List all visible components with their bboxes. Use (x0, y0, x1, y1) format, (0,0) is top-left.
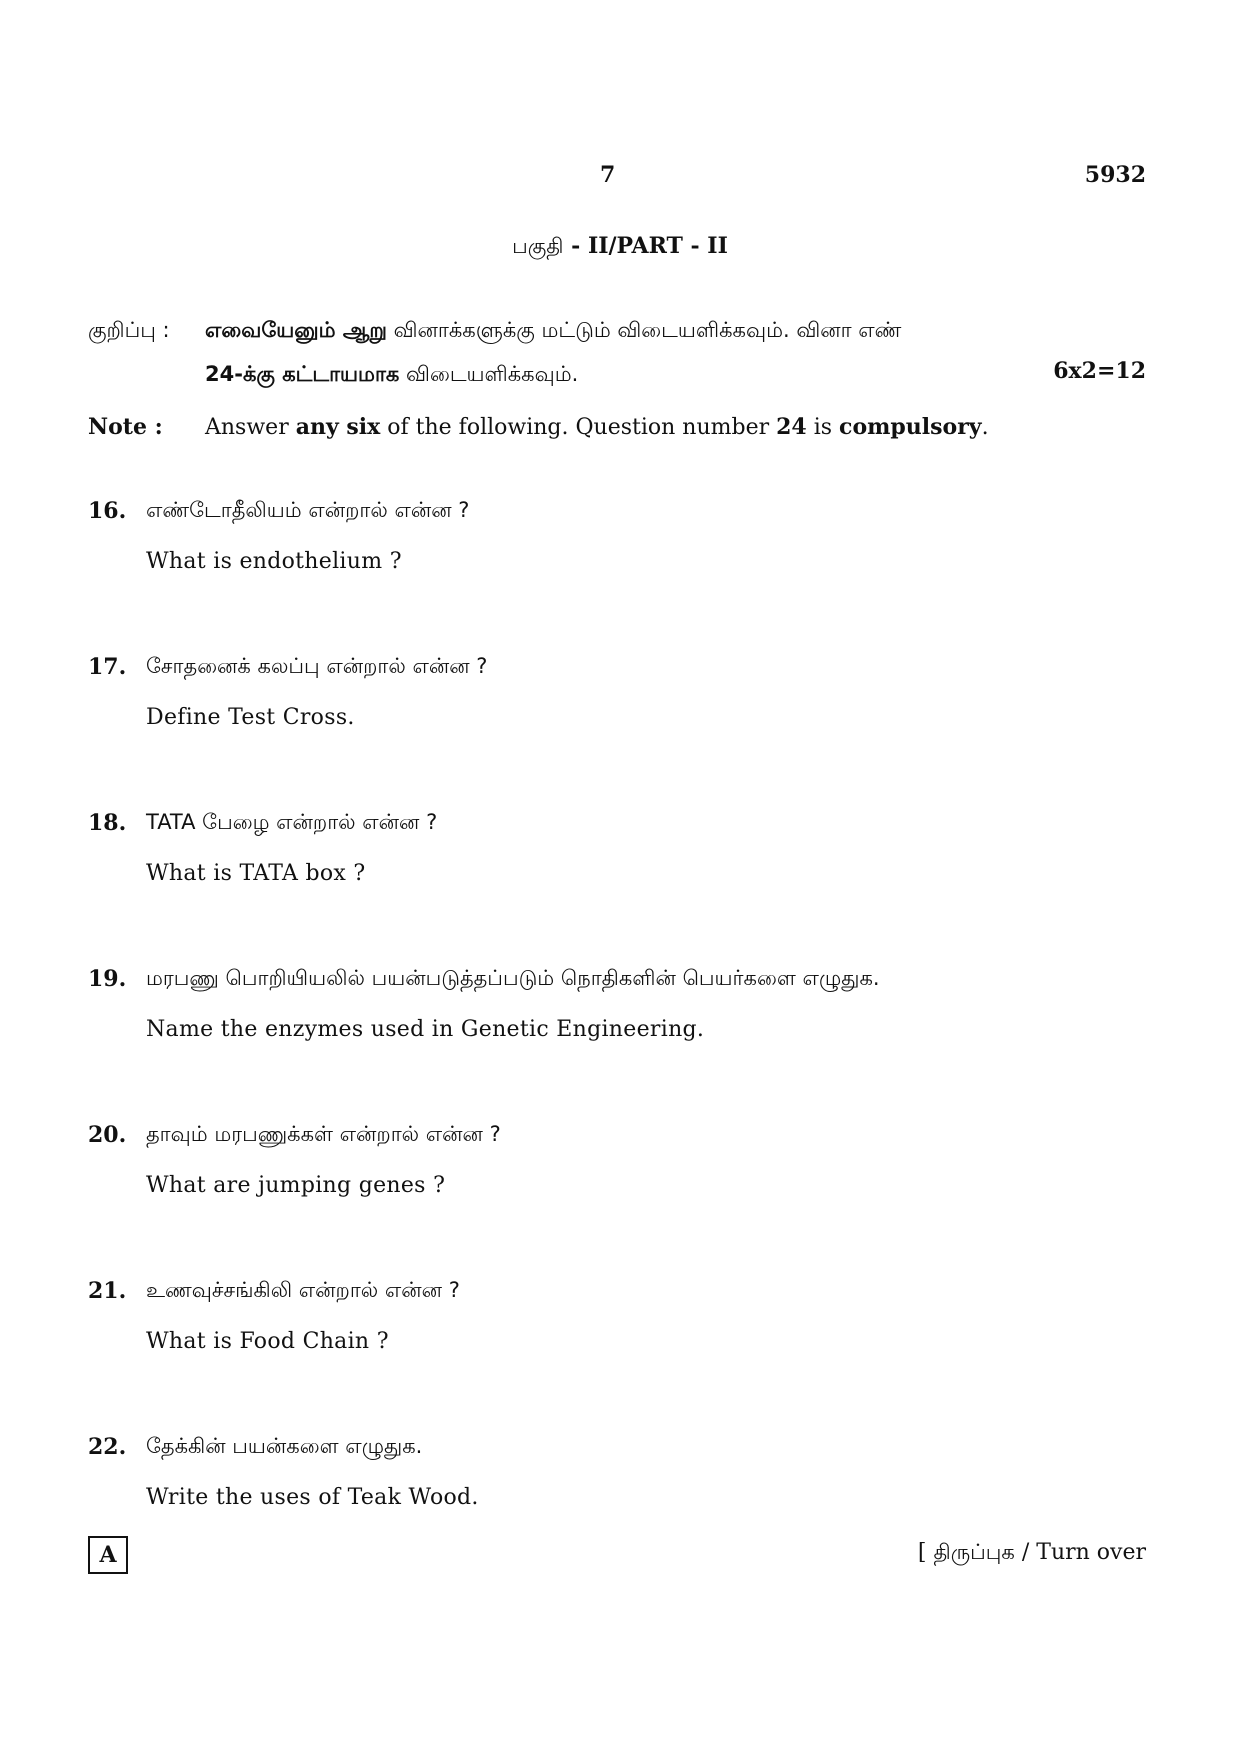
question-english: What is Food Chain ? (146, 1329, 389, 1354)
note-t2: of the following. Question number (380, 415, 777, 440)
question-tamil: TATA பேழை என்றால் என்ன ? (146, 810, 438, 834)
turn-over-open: [ (917, 1540, 934, 1565)
question-tamil: எண்டோதீலியம் என்றால் என்ன ? (146, 498, 470, 522)
kurippu-line1 (205, 318, 901, 345)
question-number: 19. (88, 966, 127, 992)
kurippu-line1-rest: வினாக்களுக்கு மட்டும் விடையளிக்கவும். வினா எண் (386, 318, 902, 342)
question-number: 16. (88, 498, 127, 524)
note-b1: any six (295, 414, 381, 440)
question-english: What are jumping genes ? (146, 1173, 446, 1198)
turn-over-sep: / (1014, 1540, 1037, 1565)
series-code-box: A (88, 1536, 128, 1574)
question-english: Write the uses of Teak Wood. (146, 1485, 479, 1510)
question-english: What is endothelium ? (146, 549, 402, 574)
kurippu-line2-bold: 24-க்கு கட்டாயமாக (205, 362, 400, 386)
question-tamil: சோதனைக் கலப்பு என்றால் என்ன ? (146, 654, 488, 678)
question-english: Define Test Cross. (146, 705, 355, 730)
question-tamil: தாவும் மரபணுக்கள் என்றால் என்ன ? (146, 1122, 501, 1146)
part-title (0, 233, 1240, 261)
turn-over-tamil: திருப்புக (933, 1540, 1015, 1564)
question-tamil: தேக்கின் பயன்களை எழுதுக. (146, 1434, 423, 1458)
turn-over-note (918, 1540, 1146, 1567)
note-b3: compulsory (839, 414, 982, 440)
question-number: 21. (88, 1278, 127, 1304)
question-english: What is TATA box ? (146, 861, 366, 886)
question-number: 20. (88, 1122, 127, 1148)
part-title-sep: - (563, 233, 588, 259)
note-text (205, 414, 989, 440)
kurippu-line2 (205, 362, 578, 389)
paper-code: 5932 (1084, 162, 1146, 188)
note-t3: is (806, 415, 840, 440)
turn-over-english: Turn over (1036, 1540, 1146, 1565)
note-label: Note : (88, 414, 163, 440)
note-b2: 24 (776, 414, 807, 440)
part-title-english: II/PART - II (587, 233, 728, 259)
page-number: 7 (600, 162, 616, 188)
question-number: 18. (88, 810, 127, 836)
kurippu-line2-rest: விடையளிக்கவும். (399, 362, 579, 386)
note-t1: Answer (205, 415, 296, 440)
question-number: 17. (88, 654, 127, 680)
kurippu-label: குறிப்பு : (88, 318, 170, 342)
note-t4: . (981, 415, 989, 440)
question-tamil: உணவுச்சங்கிலி என்றால் என்ன ? (146, 1278, 460, 1302)
question-number: 22. (88, 1434, 127, 1460)
marks-allocation: 6x2=12 (1053, 358, 1146, 384)
kurippu-line1-bold: எவையேனும் ஆறு (205, 318, 387, 342)
part-title-tamil: பகுதி (512, 234, 564, 258)
question-english: Name the enzymes used in Genetic Engineering. (146, 1017, 705, 1042)
question-tamil: மரபணு பொறியியலில் பயன்படுத்தப்படும் நொதிகளின் பெயர்களை எழுதுக. (146, 966, 880, 990)
